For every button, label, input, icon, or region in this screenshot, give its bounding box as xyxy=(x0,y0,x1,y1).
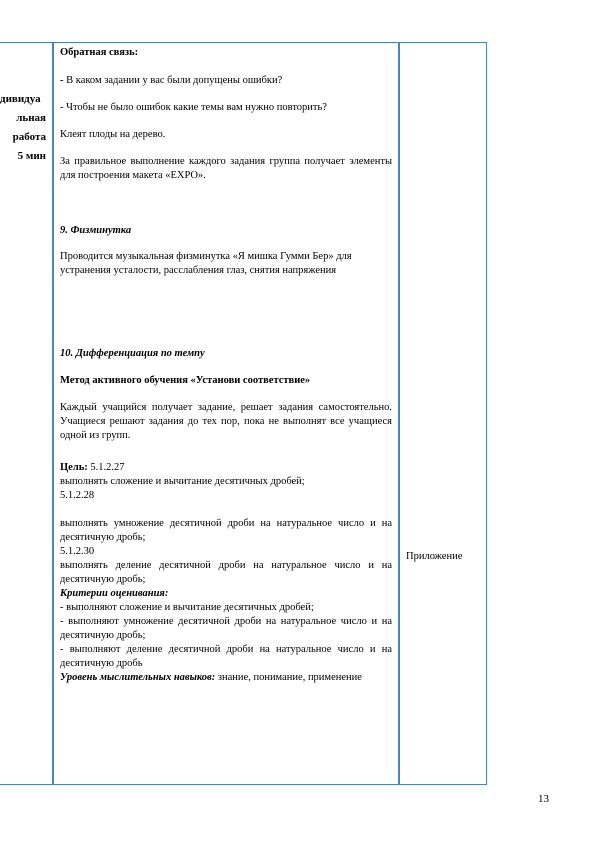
feedback-q1-text: В каком задании у вас были допущены ошибки? xyxy=(63,75,283,86)
feedback-title: Обратная связь: xyxy=(60,47,139,58)
goal-block-2 xyxy=(60,517,392,685)
section-10-title: 10. Дифференциация по темпу xyxy=(60,348,205,359)
goal-text-3: выполнять деление десятичной дроби на натуральное число и на десятичную дробь; xyxy=(60,560,392,585)
column-divider-left xyxy=(52,43,54,784)
feedback-question-1 xyxy=(60,74,392,88)
column-divider-right xyxy=(398,43,400,784)
goal-code-3: 5.1.2.30 xyxy=(60,546,95,557)
stage-column xyxy=(0,90,50,166)
criteria-1: - выполняют сложение и вычитание десятичных дробей; xyxy=(60,602,314,613)
goal-text-1: выполнять сложение и вычитание десятичных дробей; xyxy=(60,476,305,487)
goal-label: Цель: xyxy=(60,462,88,473)
feedback-q1-dash: - xyxy=(60,75,64,86)
stage-line-4: 5 мин xyxy=(17,150,46,162)
criteria-label: Критерии оценивания: xyxy=(60,588,169,599)
section-9-title: 9. Физминутка xyxy=(60,225,132,236)
goal-line-1 xyxy=(60,461,392,475)
criteria-2: - выполняют умножение десятичной дроби на натуральное число и на десятичную дробь; xyxy=(60,616,392,641)
section-10-text: Каждый учащийся получает задание, решает задания самостоятельно. Учащиеся решают задания до тех пор, пока не выполнят все учащиеся одной из групп. xyxy=(60,402,392,441)
goal-code-2: 5.1.2.28 xyxy=(60,490,95,501)
feedback-question-2: - Чтобы не было ошибок какие темы вам нужно повторить? xyxy=(60,102,327,113)
level-label: Уровень мыслительных навыков: xyxy=(60,672,216,683)
goal-block xyxy=(60,461,392,503)
section-10-method: Метод активного обучения «Установи соответствие» xyxy=(60,375,311,386)
level-line xyxy=(60,671,392,685)
section-9-text: Проводится музыкальная физминутка «Я мишка Гумми Бер» для устранения усталости, расслабления глаз, снятия напряжения xyxy=(60,251,352,276)
criteria-3: - выполняют деление десятичной дроби на натуральное число и на десятичную дробь xyxy=(60,644,392,669)
feedback-line-4: За правильное выполнение каждого задания группа получает элементы для построения макета «EXPO». xyxy=(60,156,392,181)
feedback-line-3: Клеят плоды на дерево. xyxy=(60,129,166,140)
page-number: 13 xyxy=(538,793,549,805)
level-text: знание, понимание, применение xyxy=(215,672,362,683)
stage-line-2: льная xyxy=(16,112,46,124)
resources-cell: Приложение xyxy=(406,551,463,562)
stage-line-3: работа xyxy=(12,131,46,143)
goal-code-1: 5.1.2.27 xyxy=(87,462,125,473)
stage-line-1: дивидуа xyxy=(0,93,41,105)
goal-text-2: выполнять умножение десятичной дроби на натуральное число и на десятичную дробь; xyxy=(60,518,392,543)
